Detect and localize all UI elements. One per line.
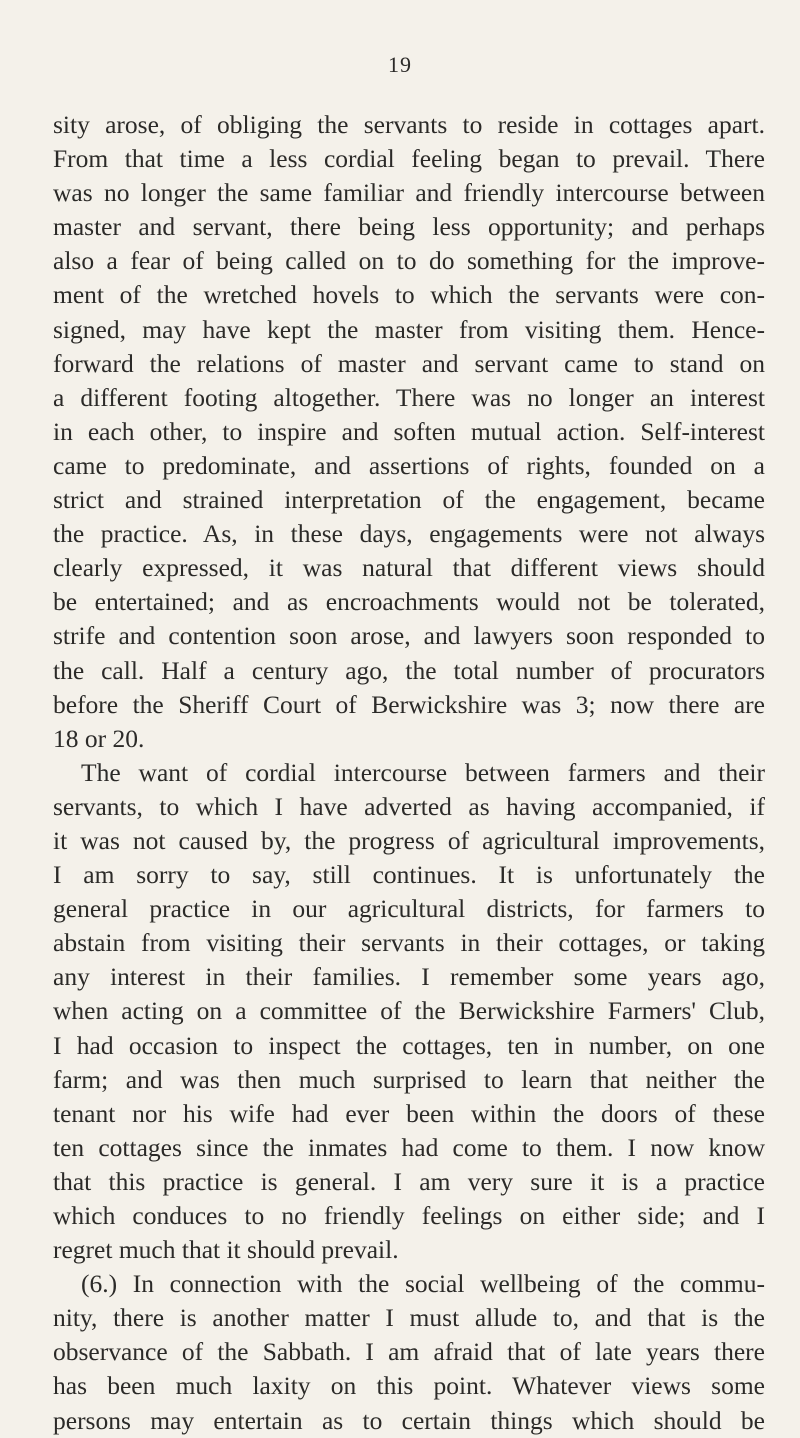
text-line: nity, there is another matter I must allude to, and that is the xyxy=(53,1303,765,1333)
text-line: persons may entertain as to certain things which should be xyxy=(53,1405,765,1435)
text-line: it was not caused by, the progress of agricultural improvements, xyxy=(53,825,765,855)
text-line: any interest in their families. I remember some years ago, xyxy=(53,962,765,992)
text-line: also a fear of being called on to do something for the improve- xyxy=(53,246,765,276)
text-line: was no longer the same familiar and friendly intercourse between xyxy=(53,178,765,208)
text-line: has been much laxity on this point. Whatever views some xyxy=(53,1371,765,1401)
text-line: be entertained; and as encroachments would not be tolerated, xyxy=(53,587,765,617)
text-line: abstain from visiting their servants in their cottages, or taking xyxy=(53,928,765,958)
text-line: ment of the wretched hovels to which the servants were con- xyxy=(53,280,765,310)
text-line: master and servant, there being less opportunity; and perhaps xyxy=(53,212,765,242)
text-line: strict and strained interpretation of the engagement, became xyxy=(53,485,765,515)
text-line: when acting on a committee of the Berwickshire Farmers' Club, xyxy=(53,996,765,1026)
text-line: farm; and was then much surprised to learn that neither the xyxy=(53,1064,765,1094)
text-line: I am sorry to say, still continues. It is unfortunately the xyxy=(53,860,765,890)
text-line: came to predominate, and assertions of rights, founded on a xyxy=(53,450,765,480)
text-line: From that time a less cordial feeling began to prevail. There xyxy=(53,144,765,174)
text-line: observance of the Sabbath. I am afraid that of late years there xyxy=(53,1337,765,1367)
text-line: signed, may have kept the master from visiting them. Hence- xyxy=(53,314,765,344)
text-line: tenant nor his wife had ever been within the doors of these xyxy=(53,1098,765,1128)
text-line: which conduces to no friendly feelings on either side; and I xyxy=(53,1201,765,1230)
page-number: 19 xyxy=(388,52,412,77)
text-line: regret much that it should prevail. xyxy=(53,1235,399,1265)
text-line: that this practice is general. I am very sure it is a practice xyxy=(53,1166,765,1196)
text-line: the practice. As, in these days, engagements were not always xyxy=(53,519,765,549)
body-text xyxy=(53,108,765,1438)
text-line: before the Sheriff Court of Berwickshire was 3; now there are xyxy=(53,689,765,719)
text-line: forward the relations of master and servant came to stand on xyxy=(53,348,765,378)
text-line: The want of cordial intercourse between farmers and their xyxy=(81,757,765,787)
text-line: clearly expressed, it was natural that different views should xyxy=(53,553,765,583)
text-line: ten cottages since the inmates had come to them. I now know xyxy=(53,1132,765,1162)
text-line: the call. Half a century ago, the total number of procurators xyxy=(53,655,765,685)
text-line: servants, to which I have adverted as having accompanied, if xyxy=(53,791,765,821)
text-line: (6.) In connection with the social wellbeing of the commu- xyxy=(81,1269,765,1299)
text-line: sity arose, of obliging the servants to reside in cottages apart. xyxy=(53,110,765,139)
text-line: in each other, to inspire and soften mutual action. Self-interest xyxy=(53,416,765,446)
text-line: strife and contention soon arose, and lawyers soon responded to xyxy=(53,621,765,651)
text-line: I had occasion to inspect the cottages, ten in number, on one xyxy=(53,1030,765,1060)
text-line: 18 or 20. xyxy=(53,723,145,753)
text-line: a different footing altogether. There was no longer an interest xyxy=(53,382,765,412)
text-line: general practice in our agricultural districts, for farmers to xyxy=(53,894,765,924)
